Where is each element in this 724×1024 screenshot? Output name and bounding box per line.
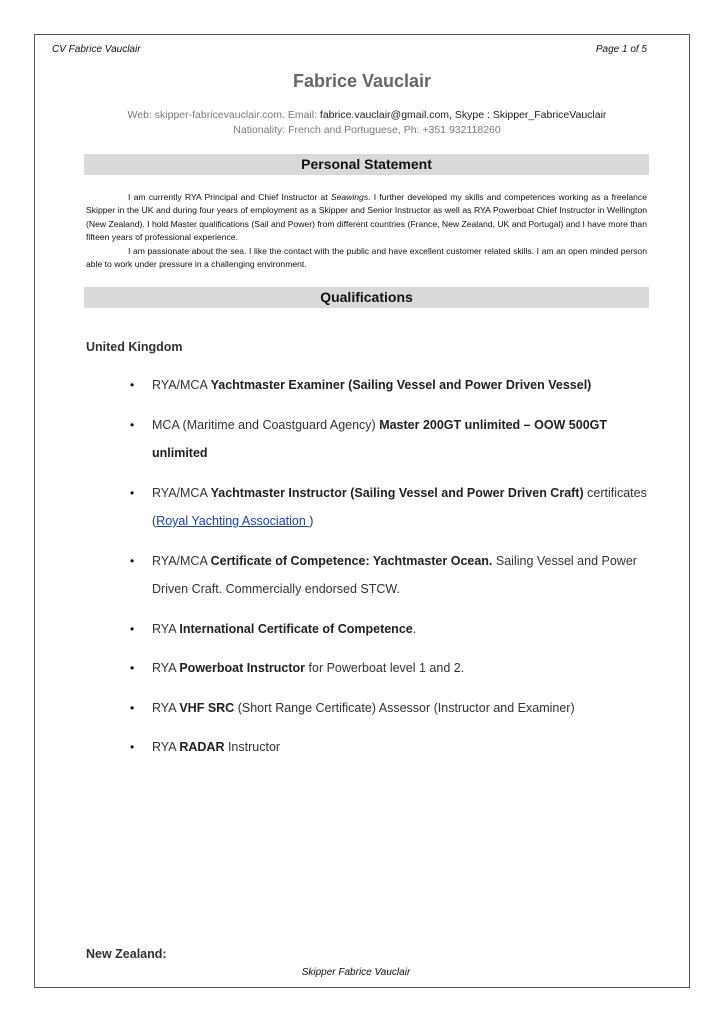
qualification-title: Certificate of Competence: Yachtmaster Ocean. <box>210 553 493 568</box>
country-heading-uk: United Kingdom <box>86 340 183 354</box>
qualification-item <box>130 694 650 723</box>
qualification-item <box>130 371 650 400</box>
bullet-icon: • <box>130 553 135 568</box>
contact-line-2: Nationality: French and Portuguese, Ph: +351 932118260 <box>233 124 501 136</box>
qualification-issuer: RYA <box>152 661 180 675</box>
qualification-item <box>130 733 650 762</box>
company-name: Seawings <box>330 192 369 202</box>
section-heading-personal-statement: Personal Statement <box>84 154 649 175</box>
qualification-title: Yachtmaster Examiner (Sailing Vessel and Power Driven Vessel) <box>210 378 592 392</box>
qualification-title: Yachtmaster Instructor (Sailing Vessel and Power Driven Craft) <box>210 485 584 500</box>
contact-line-1 <box>0 109 724 121</box>
cv-name-title: Fabrice Vauclair <box>292 71 432 91</box>
qualification-detail: for Powerboat level 1 and 2. <box>305 661 465 675</box>
qualification-title: RADAR <box>179 740 225 754</box>
bullet-icon: • <box>130 661 135 675</box>
qualification-issuer: RYA <box>152 700 180 715</box>
qualification-title: VHF SRC <box>179 700 235 715</box>
statement-paragraph-2: I am passionate about the sea. I like the contact with the public and have excellent customer related skills. I am an open minded person able to work under pressure in a challenging environment. <box>86 245 647 270</box>
qualification-item <box>130 411 650 468</box>
qualification-issuer: RYA <box>152 740 180 754</box>
qualification-item <box>130 654 650 683</box>
email-address[interactable]: fabrice.vauclair@gmail.com <box>319 109 450 121</box>
bullet-icon: • <box>130 740 135 754</box>
qualification-issuer: RYA/MCA <box>152 553 211 568</box>
bullet-icon: • <box>130 700 135 715</box>
qualification-title: International Certificate of Competence <box>179 621 413 636</box>
web-address: Web: skipper-fabricevauclair.com. Email: <box>127 109 320 121</box>
qualification-detail: . <box>412 621 417 636</box>
qualification-item <box>130 615 650 644</box>
rya-link[interactable]: Royal Yachting Association <box>156 514 310 528</box>
bullet-icon: • <box>130 378 135 392</box>
qualification-issuer: RYA/MCA <box>152 485 211 500</box>
qualification-title: Powerboat Instructor <box>179 661 306 675</box>
running-footer: Skipper Fabrice Vauclair <box>301 967 411 978</box>
skype-id: , Skype : Skipper_FabriceVauclair <box>449 109 607 121</box>
qualification-issuer: MCA (Maritime and Coastguard Agency) <box>152 417 380 432</box>
country-heading-nz: New Zealand: <box>86 947 167 961</box>
qualification-detail: (Short Range Certificate) Assessor (Instructor and Examiner) <box>234 700 575 715</box>
qualification-item <box>130 547 650 604</box>
qualification-detail: Sailing Vessel and Power Driven Craft. Commercially endorsed STCW. <box>152 553 637 596</box>
qualification-item <box>130 479 650 536</box>
section-heading-qualifications: Qualifications <box>84 287 649 308</box>
qualification-detail-end: ) <box>309 514 314 528</box>
qualification-detail: certificates ( <box>152 485 647 528</box>
bullet-icon: • <box>130 485 135 500</box>
qualification-detail: Instructor <box>224 740 281 754</box>
qualifications-list <box>130 371 650 773</box>
running-header-left: CV Fabrice Vauclair <box>52 44 141 55</box>
qualification-issuer: RYA <box>152 621 180 636</box>
qualification-title: Master 200GT unlimited – OOW 500GT unlimited <box>152 417 608 460</box>
qualification-issuer: RYA/MCA <box>152 378 211 392</box>
statement-paragraph-1: I am currently RYA Principal and Chief Instructor at Seawings. I further developed my skills and competences working as a freelance Skipper in the UK and during four years of employment as a Skipper and Senior Instructor as well as RYA Powerboat Chief Instructor in Wellington (New Zealand). I hold Master qualifications (Sail and Power) from different countries (France, New Zealand, UK and Portugal) and I have more than fifteen years of professional experience. <box>86 192 647 243</box>
bullet-icon: • <box>130 417 135 432</box>
personal-statement-text <box>86 191 647 271</box>
page-number: Page 1 of 5 <box>595 44 647 55</box>
bullet-icon: • <box>130 621 135 636</box>
